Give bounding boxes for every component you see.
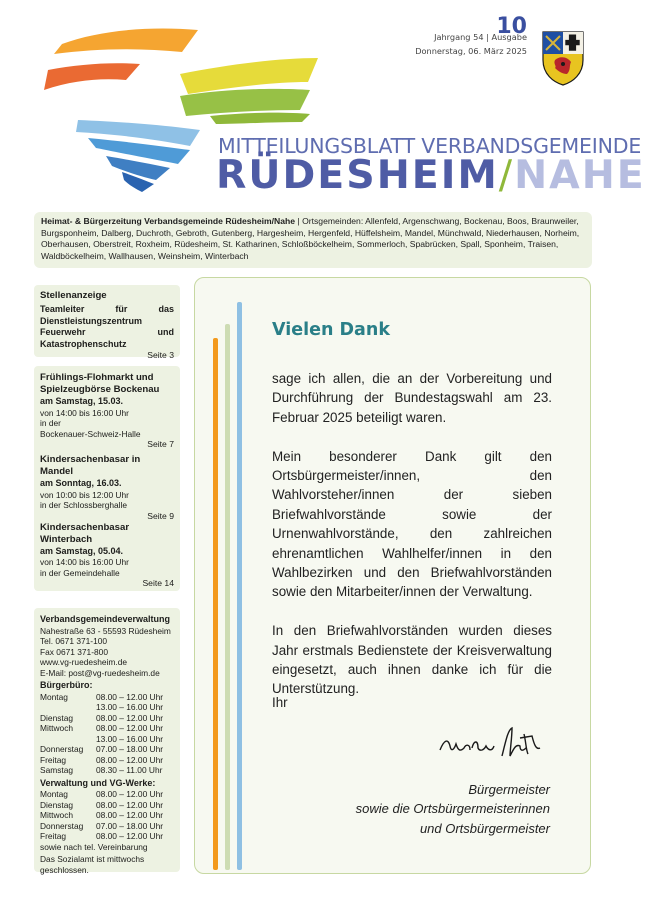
job-ad-box xyxy=(34,285,180,360)
administration-box xyxy=(34,608,180,875)
hours-time: 08.30 – 11.00 Uhr xyxy=(96,765,163,775)
hours-day: Samstag xyxy=(40,765,74,775)
masthead-ruedesheim: RÜDESHEIM xyxy=(216,152,499,198)
job-ad-title: Teamleiter für das Dienstleistungszentrum Feuerwehr und Katastrophenschutz xyxy=(40,304,174,349)
hours-row xyxy=(40,702,163,713)
event-line: von 14:00 bis 16:00 Uhr xyxy=(40,557,129,567)
logo-stroke-yellow xyxy=(180,58,318,94)
hours-time: 08.00 – 12.00 Uhr xyxy=(96,789,164,799)
hours-time: 08.00 – 12.00 Uhr xyxy=(96,754,164,765)
issue-info xyxy=(395,14,527,57)
hours-time: 13.00 – 16.00 Uhr xyxy=(96,702,164,712)
info-bar-heading: Heimat- & Bürgerzeitung Verbandsgemeinde Rüdesheim/Nahe xyxy=(41,216,296,226)
events-box xyxy=(34,366,180,591)
hours-time: 08.00 – 12.00 Uhr xyxy=(96,723,164,733)
event-line: von 14:00 bis 16:00 Uhr xyxy=(40,407,129,418)
event-page: Seite 9 xyxy=(147,510,174,521)
admin-address: Nahestraße 63 - 55593 Rüdesheim xyxy=(40,625,171,636)
event-line: in der xyxy=(40,418,61,428)
event-date: am Samstag, 15.03. xyxy=(40,396,124,406)
logo-stroke-olive xyxy=(210,113,310,124)
letter-paragraph: In den Briefwahlvorständen wurden dieses Jahr erstmals Bedienstete der Kreisverwaltung eingesetzt, auch ihnen danke ich für die Unterstützung. xyxy=(272,623,552,697)
event-line: Bockenauer-Schweiz-Halle xyxy=(40,428,141,439)
hours-day: Mittwoch xyxy=(40,723,74,733)
signer-line: sowie die Ortsbürgermeisterinnen xyxy=(355,801,550,817)
hours-day xyxy=(40,702,96,713)
hours-row xyxy=(40,744,163,755)
hours-time: 07.00 – 18.00 Uhr xyxy=(96,820,164,831)
admin-website: www.vg-ruedesheim.de xyxy=(40,657,128,667)
verwaltung-title: Verwaltung und VG-Werke: xyxy=(40,777,156,788)
event-item xyxy=(40,522,174,590)
letter-paragraph: sage ich allen, die an der Vorbereitung und Durchführung der Bundestagswahl am 23. Februar 2025 beteiligt waren. xyxy=(272,371,552,425)
issue-date: Donnerstag, 06. März 2025 xyxy=(415,46,527,56)
event-line: von 10:00 bis 12:00 Uhr xyxy=(40,489,129,500)
buergerbuero-title: Bürgerbüro: xyxy=(40,680,93,690)
hours-row xyxy=(40,831,163,842)
hours-time: 08.00 – 12.00 Uhr xyxy=(96,712,164,723)
accent-bar-blue xyxy=(237,302,242,870)
hours-time: 08.00 – 12.00 Uhr xyxy=(96,691,164,702)
event-title: Frühlings-Flohmarkt und Spielzeugbörse Bockenau xyxy=(40,372,160,395)
logo-stroke-green xyxy=(180,89,310,116)
event-page: Seite 7 xyxy=(147,439,174,449)
verwaltung-hours xyxy=(40,789,163,842)
hours-day xyxy=(40,734,96,745)
hours-day: Mittwoch xyxy=(40,810,74,820)
signature-icon xyxy=(436,720,548,768)
masthead-title xyxy=(216,152,646,198)
hours-row xyxy=(40,765,163,776)
event-title: Kindersachenbasar in Mandel xyxy=(40,454,141,477)
hours-time: 08.00 – 12.00 Uhr xyxy=(96,799,164,810)
letter-signer xyxy=(318,780,550,838)
hours-day: Montag xyxy=(40,691,68,702)
issue-number: 10 xyxy=(496,14,527,39)
letter-closing: Ihr xyxy=(272,695,288,710)
signer-line: und Ortsbürgermeister xyxy=(419,820,550,836)
letter-body xyxy=(272,369,552,718)
masthead-slash: / xyxy=(498,152,515,198)
event-title: Kindersachenbasar Winterbach xyxy=(40,521,130,545)
letter-title: Vielen Dank xyxy=(272,320,390,340)
event-line: in der Gemeindehalle xyxy=(40,567,120,578)
admin-email: E-Mail: post@vg-ruedesheim.de xyxy=(40,667,160,678)
hours-row xyxy=(40,810,163,821)
hours-time: 07.00 – 18.00 Uhr xyxy=(96,744,164,754)
event-page: Seite 14 xyxy=(142,578,174,588)
hours-row xyxy=(40,789,163,800)
admin-phone: Tel. 0671 371-100 xyxy=(40,636,108,646)
hours-row xyxy=(40,755,163,766)
event-item xyxy=(40,372,174,450)
hours-day: Freitag xyxy=(40,754,67,765)
event-date: am Samstag, 05.04. xyxy=(40,545,124,556)
letter-paragraph: Mein besonderer Dank gilt den Ortsbürgermeister/innen, den Wahlvorsteher/innen der sieben Briefwahlvorstände sowie der Urnenwahlvorstände, den zahlreichen ehrenamtlichen Wahlhelfer/innen in den Wahlbezirken und den Briefwahlvorständen sowie den Mitarbeiter/innen der Verwaltung. xyxy=(272,448,552,600)
event-date: am Sonntag, 16.03. xyxy=(40,478,122,488)
event-line: in der Schlossberghalle xyxy=(40,500,128,510)
buergerbuero-hours xyxy=(40,692,163,776)
job-ad-heading: Stellenanzeige xyxy=(40,290,107,301)
logo-stroke-orange xyxy=(54,29,198,54)
hours-row xyxy=(40,713,163,724)
hours-day: Montag xyxy=(40,789,68,799)
hours-day: Dienstag xyxy=(40,712,74,723)
hours-day: Dienstag xyxy=(40,799,74,810)
masthead-subtitle: MITTEILUNGSBLATT VERBANDSGEMEINDE xyxy=(218,134,642,158)
admin-fax: Fax 0671 371-800 xyxy=(40,646,108,657)
job-ad-page: Seite 3 xyxy=(147,350,174,360)
admin-note-sozialamt: Das Sozialamt ist mittwochs geschlossen. xyxy=(40,854,145,875)
hours-row xyxy=(40,734,163,745)
admin-name: Verbandsgemeindeverwaltung xyxy=(40,614,171,624)
event-item xyxy=(40,454,174,522)
accent-bar-orange xyxy=(213,338,218,870)
issue-line: Jahrgang 54 | Ausgabe xyxy=(434,32,527,42)
hours-row xyxy=(40,821,163,832)
coat-of-arms-icon xyxy=(541,30,585,86)
hours-time: 08.00 – 12.00 Uhr xyxy=(96,810,164,820)
signer-line: Bürgermeister xyxy=(468,782,550,797)
hours-day: Donnerstag xyxy=(40,744,84,754)
hours-day: Freitag xyxy=(40,831,67,841)
hours-time: 08.00 – 12.00 Uhr xyxy=(96,831,164,841)
admin-note-appointment: sowie nach tel. Vereinbarung xyxy=(40,841,148,852)
accent-bar-sage xyxy=(225,324,230,870)
hours-row xyxy=(40,800,163,811)
hours-time: 13.00 – 16.00 Uhr xyxy=(96,733,164,744)
info-bar-communities: | Ortsgemeinden: Allenfeld, Argenschwang, Bockenau, Boos, Braunweiler, Burgsponheim, Dalberg, Duchroth, Gebroth, Gutenberg, Hargesheim, Hergenfeld, Hüffelsheim, Mandel, Münchwald, Niederhausen, Norheim, Oberhausen, Oberstreit, Roxheim, Rüdesheim, St. Katharinen, Schloßböckelheim, Sommerloch, Spabrücken, Spall, Sponheim, Traisen, Waldböckelheim, Wallhausen, Weinsheim, Winterbach xyxy=(41,216,580,261)
hours-row xyxy=(40,723,163,734)
community-info-bar xyxy=(34,212,592,268)
logo-stroke-red xyxy=(44,63,140,90)
hours-day: Donnerstag xyxy=(40,820,84,831)
masthead-nahe: NAHE xyxy=(514,152,646,198)
hours-row xyxy=(40,692,163,703)
